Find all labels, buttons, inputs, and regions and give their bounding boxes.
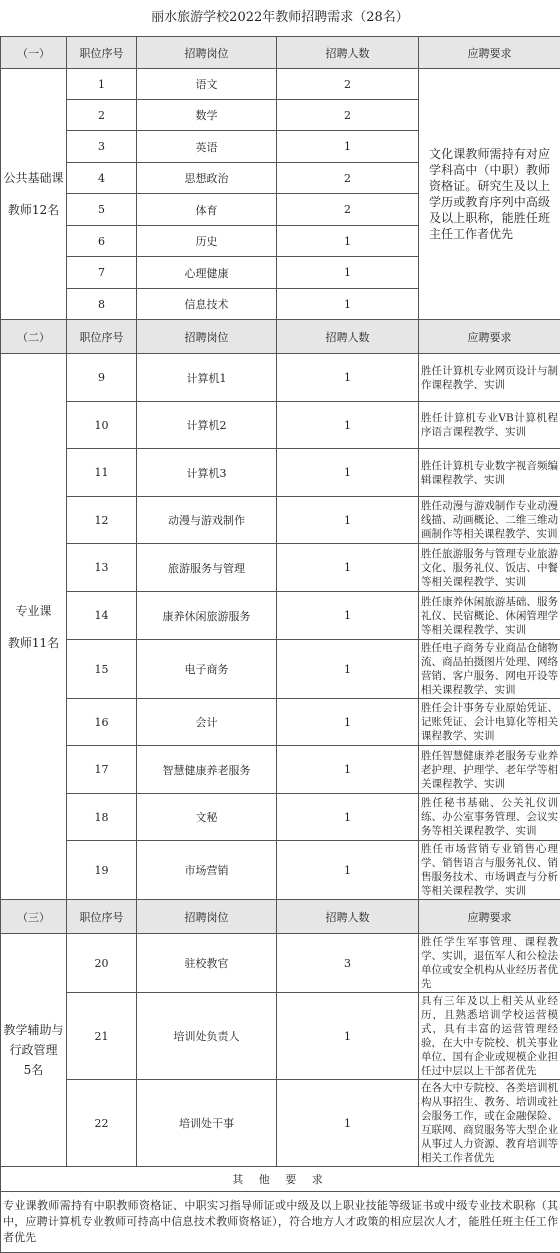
row-post: 计算机1 — [137, 354, 277, 402]
category-cell — [1, 934, 67, 1167]
section-header-row — [1, 320, 560, 354]
row-requirement: 胜任秘书基础、公关礼仪训练、办公室事务管理、会议实务等相关课程教学、实训 — [419, 794, 560, 841]
requirement-cell: 文化课教师需持有对应学科高中（中职）教师资格证。研究生及以上学历或教育序列中高级及以上职称，能胜任班主任工作者优先 — [419, 69, 560, 320]
row-requirement: 胜任会计事务专业原始凭证、记账凭证、会计电算化等相关课程教学、实训 — [419, 699, 560, 746]
row-post: 电子商务 — [137, 640, 277, 699]
table-row — [1, 592, 560, 640]
table-row — [1, 497, 560, 544]
row-post: 旅游服务与管理 — [137, 544, 277, 592]
row-post: 思想政治 — [137, 163, 277, 194]
row-requirement: 胜任康养休闲旅游基础、服务礼仪、民宿概论、休闲管理学等相关课程教学、实训 — [419, 592, 560, 640]
row-post: 文秘 — [137, 794, 277, 841]
row-requirement: 胜任智慧健康养老服务专业养老护理、护理学、老年学等相关课程教学、实训 — [419, 746, 560, 794]
row-post: 英语 — [137, 131, 277, 163]
page-title: 丽水旅游学校2022年教师招聘需求（28名） — [0, 0, 560, 36]
header-requirement: 应聘要求 — [419, 900, 560, 934]
row-post: 市场营销 — [137, 841, 277, 900]
row-requirement: 胜任动漫与游戏制作专业动漫线描、动画概论、二维三维动画制作等相关课程教学、实训 — [419, 497, 560, 544]
category-sub-label: 5名 — [1, 1060, 66, 1080]
row-count: 1 — [277, 592, 419, 640]
row-requirement: 在各大中专院校、各类培训机构从事招生、教务、培训或社会服务工作，或在金融保险、互联网、商贸服务等大型企业从事过人力资源、教育培训等相关工作者优先 — [419, 1080, 560, 1167]
row-requirement: 胜任市场营销专业销售心理学、销售语言与服务礼仪、销售服务技术、市场调查与分析等相关课程教学、实训 — [419, 841, 560, 900]
row-no: 3 — [67, 131, 137, 163]
table-row — [1, 640, 560, 699]
row-no: 9 — [67, 354, 137, 402]
table-row — [1, 934, 560, 993]
table-row — [1, 449, 560, 497]
row-requirement: 胜任电子商务专业商品仓储物流、商品拍摄图片处理、网络营销、客户服务、网电开设等相关课程教学、实训 — [419, 640, 560, 699]
row-count: 2 — [277, 69, 419, 100]
row-post: 康养休闲旅游服务 — [137, 592, 277, 640]
table-row — [1, 402, 560, 449]
row-post: 智慧健康养老服务 — [137, 746, 277, 794]
table-row — [1, 69, 560, 100]
row-post: 信息技术 — [137, 289, 277, 320]
section-header-row — [1, 37, 560, 69]
category-label: 教学辅助与行政管理 — [3, 1023, 63, 1057]
header-count: 招聘人数 — [277, 900, 419, 934]
category-label: 专业课 — [15, 604, 51, 618]
table-row — [1, 354, 560, 402]
row-count: 1 — [277, 544, 419, 592]
row-no: 16 — [67, 699, 137, 746]
row-no: 1 — [67, 69, 137, 100]
row-no: 13 — [67, 544, 137, 592]
header-requirement: 应聘要求 — [419, 37, 560, 69]
row-post: 培训处负责人 — [137, 993, 277, 1080]
row-requirement: 胜任计算机专业网页设计与制作课程教学、实训 — [419, 354, 560, 402]
row-post: 培训处干事 — [137, 1080, 277, 1167]
table-row — [1, 794, 560, 841]
other-title-row — [1, 1167, 560, 1192]
header-post: 招聘岗位 — [137, 900, 277, 934]
row-no: 21 — [67, 993, 137, 1080]
row-post: 数学 — [137, 100, 277, 131]
other-text-row — [1, 1192, 560, 1253]
row-post: 历史 — [137, 226, 277, 257]
header-count: 招聘人数 — [277, 37, 419, 69]
row-count: 1 — [277, 257, 419, 289]
row-count: 1 — [277, 1080, 419, 1167]
row-no: 4 — [67, 163, 137, 194]
header-no: 职位序号 — [67, 900, 137, 934]
row-post: 体育 — [137, 194, 277, 226]
row-requirement: 具有三年及以上相关从业经历，且熟悉培训学校运营模式，具有丰富的运营管理经验，在大中专院校、机关事业单位、国有企业或规模企业担任过中层以上干部者优先 — [419, 993, 560, 1080]
row-no: 19 — [67, 841, 137, 900]
category-sub-label: 教师11名 — [1, 633, 66, 653]
row-count: 3 — [277, 934, 419, 993]
section-index: （二） — [1, 320, 67, 354]
row-count: 2 — [277, 194, 419, 226]
header-no: 职位序号 — [67, 320, 137, 354]
category-cell — [1, 354, 67, 900]
row-no: 2 — [67, 100, 137, 131]
table-row — [1, 746, 560, 794]
row-no: 18 — [67, 794, 137, 841]
section-header-row — [1, 900, 560, 934]
header-post: 招聘岗位 — [137, 37, 277, 69]
row-count: 1 — [277, 226, 419, 257]
table-row — [1, 1080, 560, 1167]
row-count: 1 — [277, 746, 419, 794]
row-count: 1 — [277, 497, 419, 544]
row-count: 2 — [277, 100, 419, 131]
row-no: 14 — [67, 592, 137, 640]
row-post: 语文 — [137, 69, 277, 100]
row-no: 10 — [67, 402, 137, 449]
row-post: 会计 — [137, 699, 277, 746]
row-no: 8 — [67, 289, 137, 320]
row-count: 2 — [277, 163, 419, 194]
row-count: 1 — [277, 449, 419, 497]
row-count: 1 — [277, 794, 419, 841]
row-post: 计算机2 — [137, 402, 277, 449]
table-row — [1, 544, 560, 592]
table-row — [1, 699, 560, 746]
row-count: 1 — [277, 354, 419, 402]
row-no: 5 — [67, 194, 137, 226]
header-requirement: 应聘要求 — [419, 320, 560, 354]
row-count: 1 — [277, 993, 419, 1080]
recruitment-table — [0, 36, 560, 1253]
row-requirement: 胜任学生军事管理、课程教学、实训，退伍军人和公检法单位或安全机构从业经历者优先 — [419, 934, 560, 993]
section-index: （三） — [1, 900, 67, 934]
header-count: 招聘人数 — [277, 320, 419, 354]
row-post: 驻校教官 — [137, 934, 277, 993]
category-label: 公共基础课 — [3, 171, 63, 185]
other-requirements-text: 专业课教师需持有中职教师资格证、中职实习指导师证或中级及以上职业技能等级证书或中级专业技术职称（其中，应聘计算机专业教师可持高中信息技术教师资格证），符合地方人才政策的相应层次人才，能胜任班主任工作者优先 — [1, 1192, 560, 1253]
row-no: 17 — [67, 746, 137, 794]
category-sub-label: 教师12名 — [1, 200, 66, 220]
category-cell — [1, 69, 67, 320]
row-no: 11 — [67, 449, 137, 497]
row-requirement: 胜任计算机专业VB计算机程序语言课程教学、实训 — [419, 402, 560, 449]
table-row — [1, 993, 560, 1080]
row-count: 1 — [277, 402, 419, 449]
row-no: 22 — [67, 1080, 137, 1167]
row-no: 12 — [67, 497, 137, 544]
row-no: 15 — [67, 640, 137, 699]
row-post: 动漫与游戏制作 — [137, 497, 277, 544]
row-count: 1 — [277, 640, 419, 699]
row-post: 计算机3 — [137, 449, 277, 497]
header-no: 职位序号 — [67, 37, 137, 69]
header-post: 招聘岗位 — [137, 320, 277, 354]
row-no: 20 — [67, 934, 137, 993]
row-post: 心理健康 — [137, 257, 277, 289]
row-requirement: 胜任旅游服务与管理专业旅游文化、服务礼仪、饭店、中餐等相关课程教学、实训 — [419, 544, 560, 592]
row-count: 1 — [277, 699, 419, 746]
row-no: 6 — [67, 226, 137, 257]
row-no: 7 — [67, 257, 137, 289]
table-row — [1, 841, 560, 900]
row-requirement: 胜任计算机专业数字视音频编辑课程教学、实训 — [419, 449, 560, 497]
row-count: 1 — [277, 289, 419, 320]
row-count: 1 — [277, 841, 419, 900]
section-index: （一） — [1, 37, 67, 69]
other-requirements-title: 其 他 要 求 — [1, 1167, 560, 1192]
row-count: 1 — [277, 131, 419, 163]
